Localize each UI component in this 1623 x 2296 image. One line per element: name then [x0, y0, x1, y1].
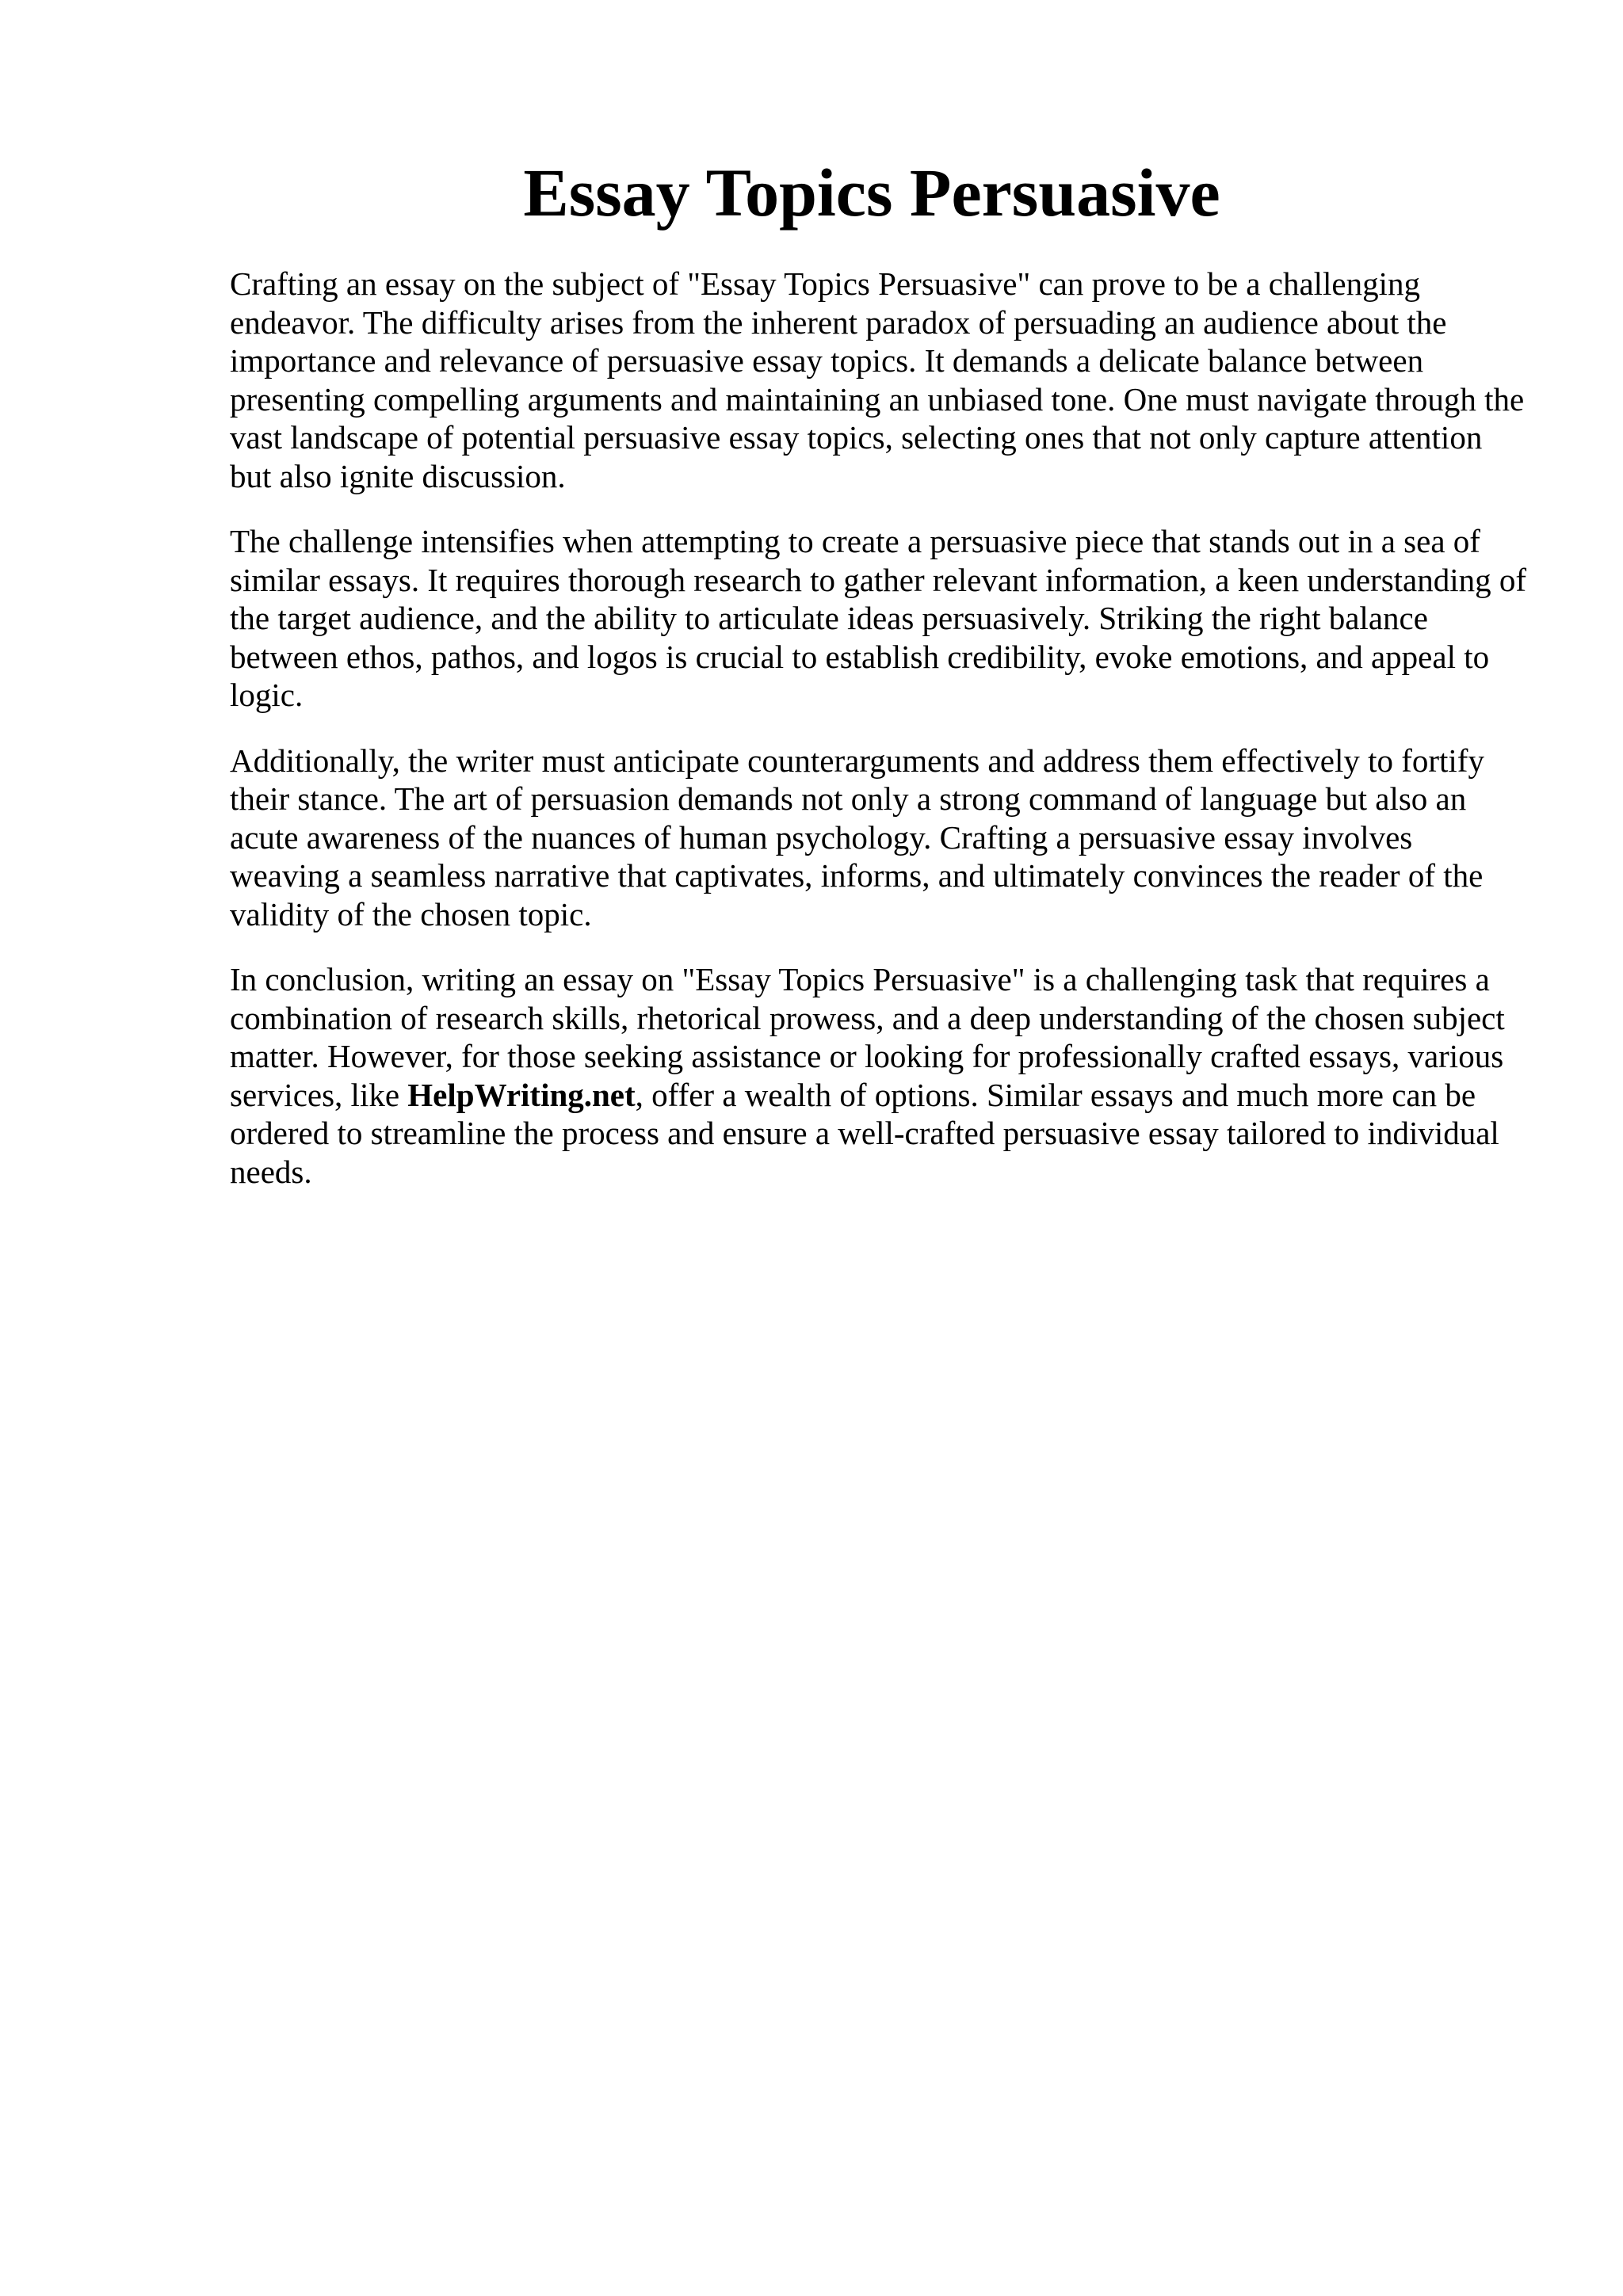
paragraph-3: Additionally, the writer must anticipate counterarguments and address them effectively to fortify their stance. The art of persuasion demands not only a strong command of language but also an acute awareness of the nuances of human psychology. Crafting a persuasive essay involves weaving a seamless narrative that captivates, informs, and ultimately convinces the reader of the validity of the chosen topic. [230, 742, 1484, 933]
page-title: Essay Topics Persuasive [523, 154, 1220, 231]
essay-body [230, 265, 1529, 1218]
conclusion-text-before: In conclusion, writing an essay on "Essay Topics Persuasive" is a challenging task that requires a combination of research skills, rhetorical prowess, and a deep understanding of the chosen subject matter. However, for those seeking assistance or looking for professionally crafted essays, various services, like [230, 961, 1505, 1113]
conclusion-text-after: , offer a wealth of options. Similar essays and much more can be ordered to streamline the process and ensure a well-crafted persuasive essay tailored to individual needs. [230, 1076, 1499, 1190]
paragraph-1: Crafting an essay on the subject of "Essay Topics Persuasive" can prove to be a challenging endeavor. The difficulty arises from the inherent paradox of persuading an audience about the importance and relevance of persuasive essay topics. It demands a delicate balance between presenting compelling arguments and maintaining an unbiased tone. One must navigate through the vast landscape of potential persuasive essay topics, selecting ones that not only capture attention but also ignite discussion. [230, 265, 1525, 494]
paragraph-2: The challenge intensifies when attempting to create a persuasive piece that stands out in a sea of similar essays. It requires thorough research to gather relevant information, a keen understanding of the target audience, and the ability to articulate ideas persuasively. Striking the right balance between ethos, pathos, and logos is crucial to establish credibility, evoke emotions, and appeal to logic. [230, 523, 1527, 713]
helpwriting-link[interactable]: HelpWriting.net [407, 1076, 636, 1113]
paragraph-conclusion [230, 960, 1529, 1191]
